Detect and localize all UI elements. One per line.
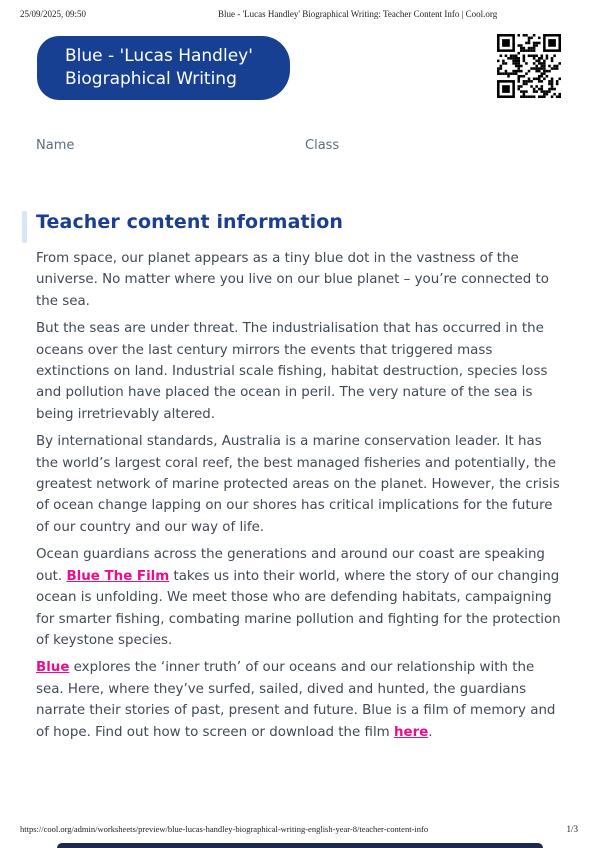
name-label: Name <box>36 138 75 153</box>
paragraph-4-text-cont: takes us into their world, where the story of our changing ocean is unfolding. We meet those who are defending habitats, campaigning for smarter fishing, combating marine pollution and fighting for the protection of keystone species. <box>36 568 561 648</box>
blue-link[interactable]: Blue <box>36 660 70 676</box>
blue-the-film-link[interactable]: Blue The Film <box>66 568 170 584</box>
paragraph-4-text: Ocean guardians across the generations and around our coast are speaking out. <box>36 547 545 584</box>
next-page-edge-bar <box>57 843 543 848</box>
worksheet-title-line1: Blue - 'Lucas Handley' <box>65 46 253 66</box>
paragraph-5-text: explores the ‘inner truth’ of our oceans and our relationship with the sea. Here, where they’ve surfed, sailed, dived and hunted, the guardians narrate their stories of past, present and future. Blue is a film of memory and of hope. Find out how to screen or download the film <box>36 660 556 740</box>
print-document-title: Blue - 'Lucas Handley' Biographical Writing: Teacher Content Info | Cool.org <box>218 9 498 19</box>
worksheet-title-line2: Biographical Writing <box>65 69 237 89</box>
paragraph-4 <box>36 544 566 651</box>
paragraph-3: By international standards, Australia is a marine conservation leader. It has the world’s largest coral reef, the best managed fisheries and potentially, the greatest network of marine protected areas on the planet. However, the crisis of ocean change lapping on our shores has critical implications for the future of our country and our way of life. <box>36 434 560 535</box>
paragraph-2: But the seas are under threat. The industrialisation that has occurred in the oceans over the last century mirrors the events that triggered mass extinctions on land. Industrial scale fishing, habitat destruction, species loss and pollution have placed the ocean in peril. The very nature of the sea is being irretrievably altered. <box>36 321 548 422</box>
paragraph-1: From space, our planet appears as a tiny blue dot in the vastness of the universe. No matter where you live on our blue planet – you’re connected to the sea. <box>36 251 549 309</box>
class-label: Class <box>305 138 340 153</box>
section-heading: Teacher content information <box>36 211 344 233</box>
qr-code-icon <box>497 33 561 99</box>
worksheet-title-badge <box>37 36 290 100</box>
heading-accent-bar <box>22 211 27 243</box>
here-link[interactable]: here <box>393 724 429 740</box>
page-indicator: 1/3 <box>566 824 578 834</box>
print-footer-url: https://cool.org/admin/worksheets/preview/blue-lucas-handley-biographical-writing-english-year-8/teacher-content-info <box>20 824 429 834</box>
teacher-content-body <box>36 248 566 749</box>
paragraph-5-period: . <box>428 724 433 740</box>
print-timestamp: 25/09/2025, 09:50 <box>20 9 87 19</box>
paragraph-5 <box>36 657 566 743</box>
